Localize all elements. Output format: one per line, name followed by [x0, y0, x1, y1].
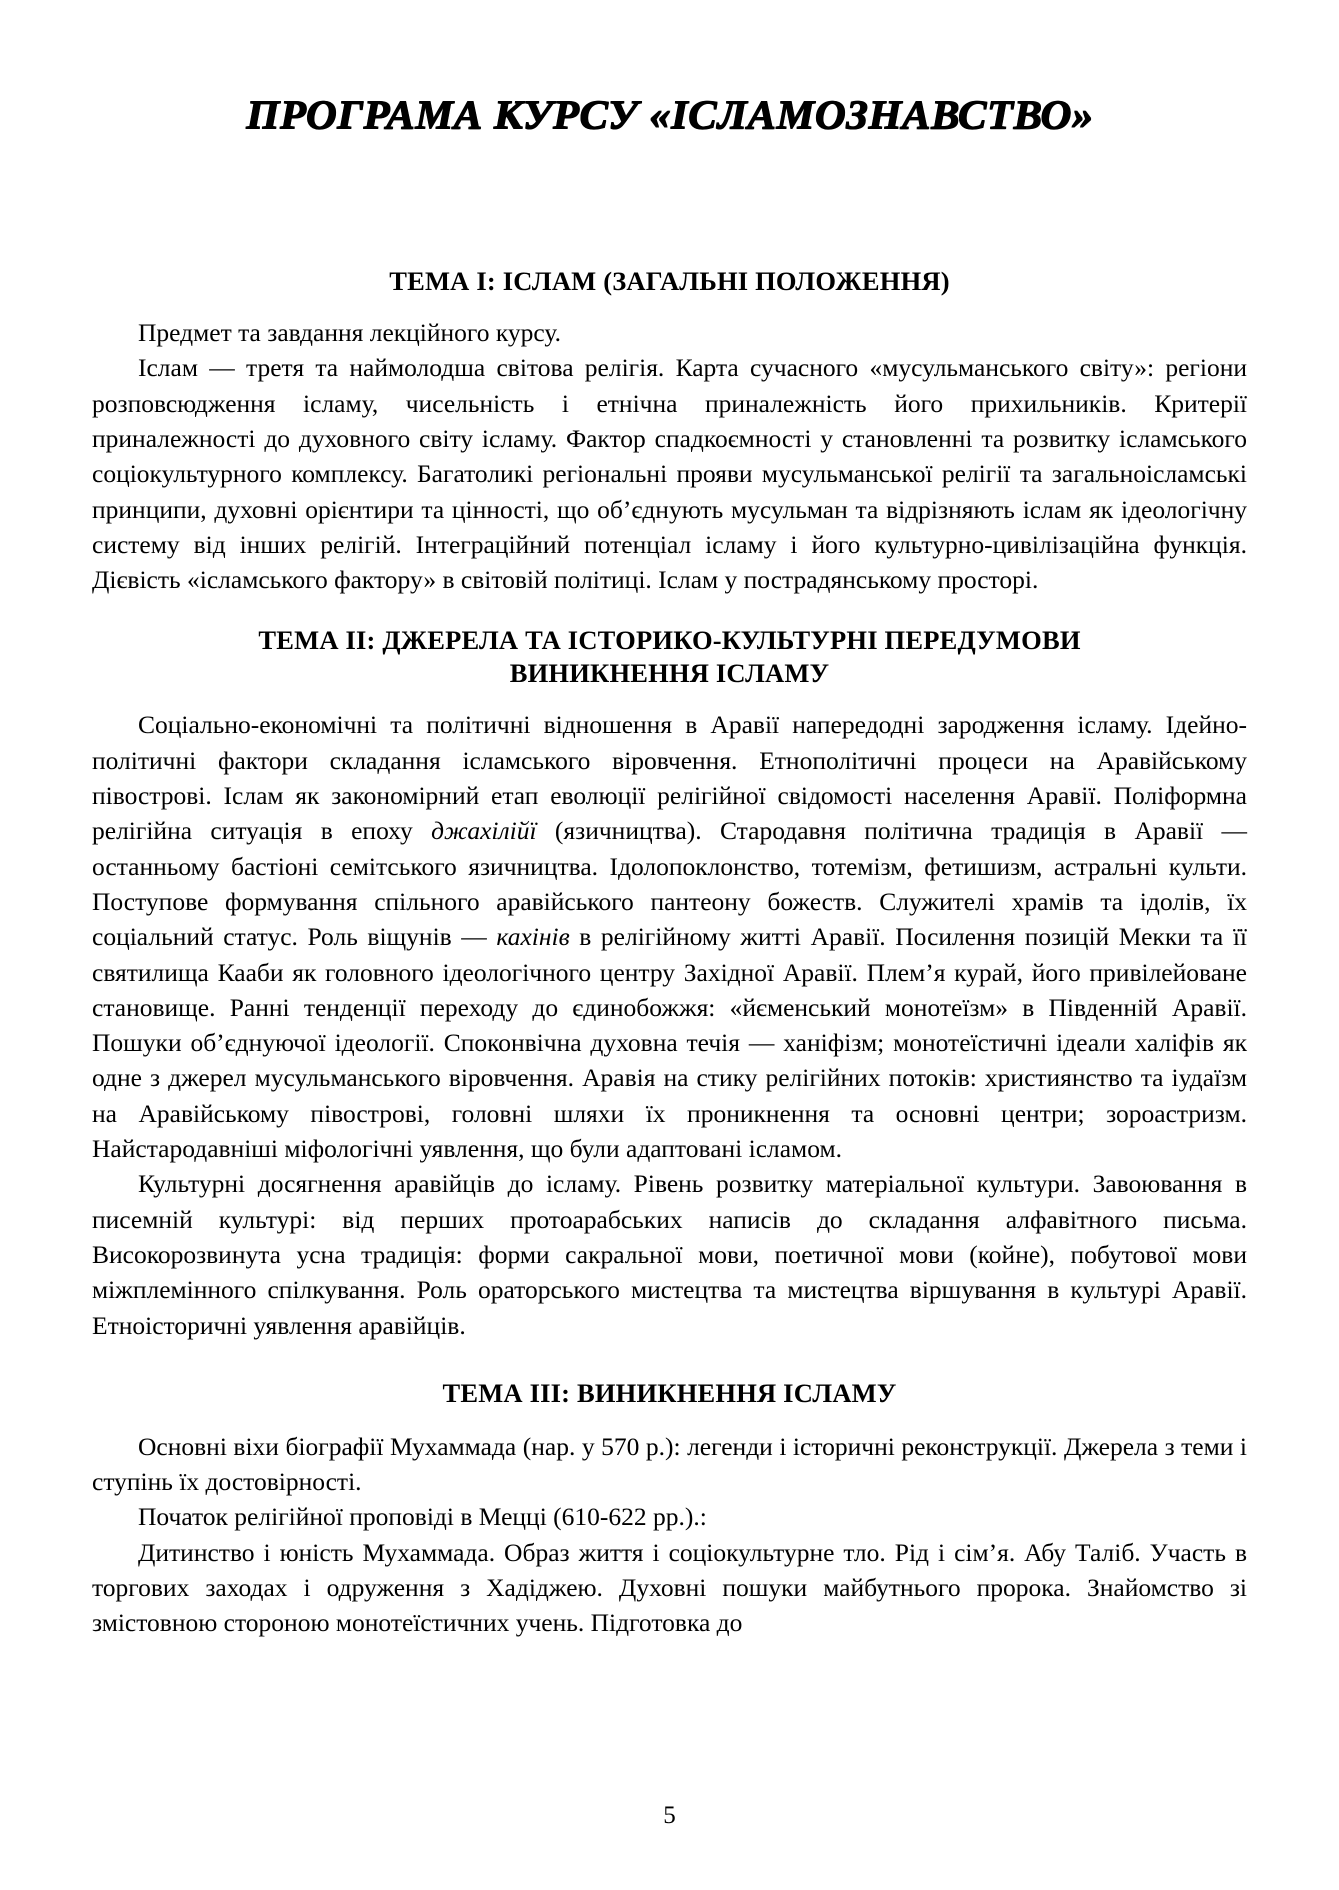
page-title: ПРОГРАМА КУРСУ «ІСЛАМОЗНАВСТВО»: [245, 91, 1094, 137]
paragraph-tema2-2: Культурні досягнення аравійців до ісламу. Рівень розвитку матеріальної культури. Завоювання в писемній культурі: від перших протоарабських написів до складання алфавітного письма. Високорозвинута усна традиція: форми сакральної мови, поетичної мови (койне), побутової мови міжплемінного спілкування. Роль ораторського мистецтва та мистецтва віршування в культурі Аравії. Етноісторичні уявлення аравійців.: [92, 1169, 1247, 1340]
paragraph-tema3-1: Основні віхи біографії Мухаммада (нар. у 570 р.): легенди і історичні реконструкції. Джерела з теми і ступінь їх достовірності.: [92, 1431, 1247, 1497]
paragraph-tema2-1-part-1: Соціально-економічні та політичні відношення в Аравії напередодні зародження ісламу. Ідейно-політичні фактори складання ісламського віровчення. Етнополітичні процеси на Аравійському півострові. Іслам як закономірний етап еволюції релігійної свідомості населення Аравії. Поліформна релігійна ситуація в епоху: [92, 710, 1247, 846]
term-kahiniv: кахінів: [496, 922, 570, 952]
paragraph-tema3-2: Початок релігійної проповіді в Мецці (610-622 рр.).:: [138, 1502, 707, 1532]
section-heading-tema-3: ТЕМА ІІІ: ВИНИКНЕННЯ ІСЛАМУ: [442, 1377, 897, 1408]
paragraph-tema2-1-part-2: (язичництва). Стародавня політична традиція в Аравії — останньому бастіоні семітського язичництва. Ідолопоклонство, тотемізм, фетишизм, астральні культи. Поступове формування спільного аравійського пантеону божеств. Служителі храмів та ідолів, їх соціальний статус. Роль віщунів —: [92, 816, 1247, 952]
paragraph-tema2-1-part-3: в релігійному житті Аравії. Посилення позицій Мекки та її святилища Кааби як головного ідеологічного центру Західної Аравії. Плем’я курай, його привілейоване становище. Ранні тенденції переходу до єдинобожжя: «йєменський монотеїзм» в Південній Аравії. Пошуки об’єднуючої ідеології. Споконвічна духовна течія — ханіфізм; монотеїстичні ідеали халіфів як одне з джерел мусульманського віровчення. Аравія на стику релігійних потоків: християнство та іудаїзм на Аравійському півострові, головні шляхи їх проникнення та основні центри; зороастризм. Найстародавніші міфологічні уявлення, що були адаптовані ісламом.: [92, 922, 1247, 1164]
paragraph-tema1-1: Предмет та завдання лекційного курсу.: [138, 318, 561, 347]
section-heading-tema-2-line-1: ТЕМА ІІ: ДЖЕРЕЛА ТА ІСТОРИКО-КУЛЬТУРНІ ПЕРЕДУМОВИ: [258, 624, 1081, 655]
section-heading-tema-2-line-2: ВИНИКНЕННЯ ІСЛАМУ: [509, 658, 830, 689]
section-heading-tema-2: [92, 624, 1247, 692]
section-heading-tema-1: ТЕМА І: ІСЛАМ (ЗАГАЛЬНІ ПОЛОЖЕННЯ): [389, 266, 950, 297]
term-dzhahiliyi: джахілійї: [431, 816, 537, 846]
paragraph-tema2-1: [92, 707, 1247, 1166]
paragraph-tema3-3: Дитинство і юність Мухаммада. Образ життя і соціокультурне тло. Рід і сім’я. Абу Таліб. Участь в торгових заходах і одруження з Хадіджею. Духовні пошуки майбутнього пророка. Знайомство зі змістовною стороною монотеїстичних учень. Підготовка до: [92, 1537, 1247, 1638]
page-number: 5: [663, 1802, 676, 1829]
paragraph-tema1-2: Іслам — третя та наймолодша світова релігія. Карта сучасного «мусульманського світу»: регіони розповсюдження ісламу, чисельність і етнічна приналежність його прихильників. Критерії приналежності до духовного світу ісламу. Фактор спадкоємності у становленні та розвитку ісламського соціокультурного комплексу. Багатоликі регіональні прояви мусульманської релігії та загальноісламські принципи, духовні орієнтири та цінності, що об’єднують мусульман та відрізняють іслам як ідеологічну систему від інших релігій. Інтеграційний потенціал ісламу і його культурно-цивілізаційна функція. Дієвість «ісламського фактору» в світовій політиці. Іслам у пострадянському просторі.: [92, 353, 1247, 595]
